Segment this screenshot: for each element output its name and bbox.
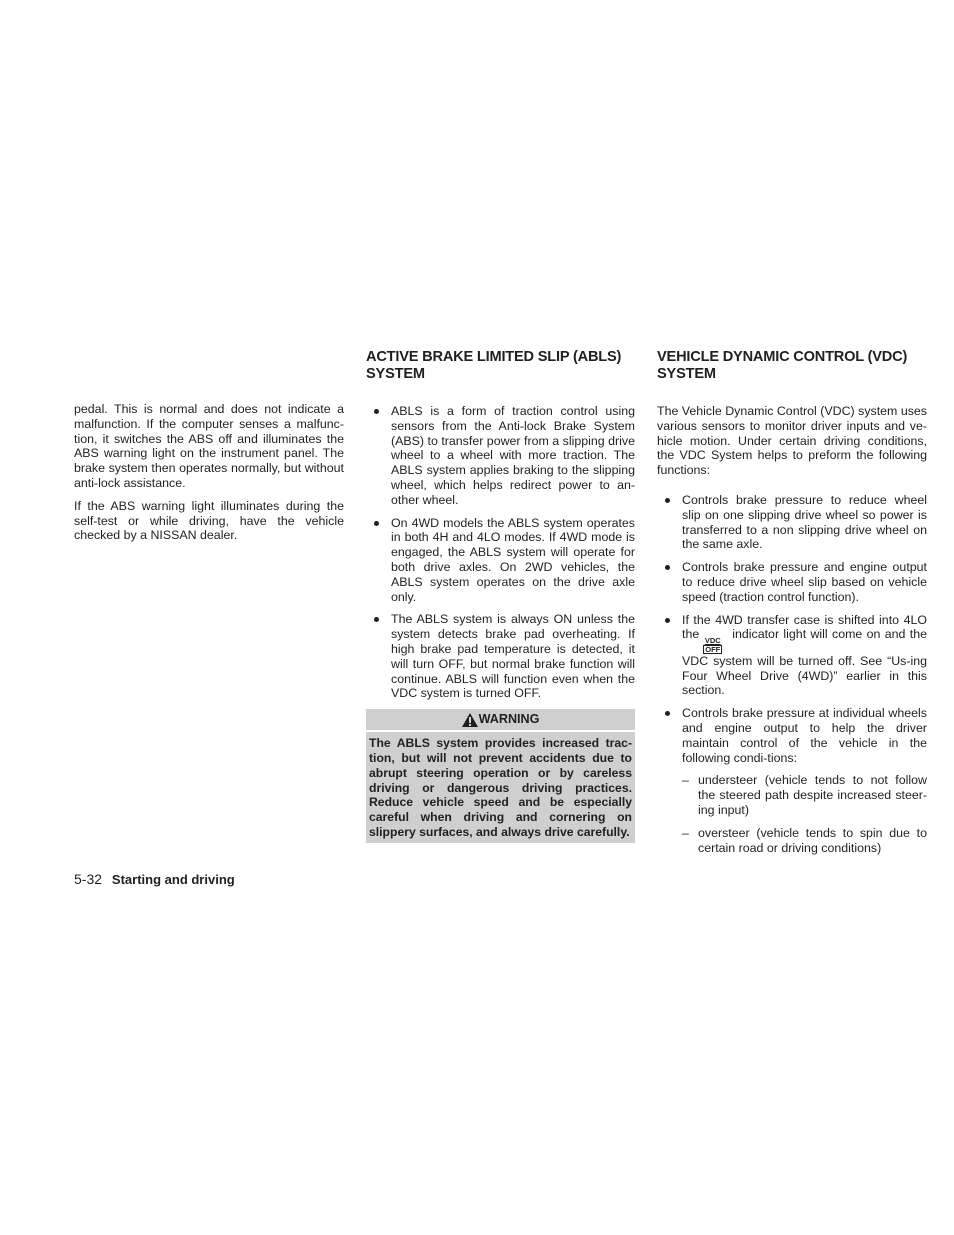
abls-bullet-list: [366, 404, 635, 701]
list-item: Controls brake pressure and engine output to reduce drive wheel slip based on vehicle speed (traction control function).: [657, 560, 927, 604]
bullet-icon: [665, 618, 670, 623]
warning-box: [366, 709, 635, 843]
page-number: 5-32: [74, 871, 103, 887]
vdc-off-indicator-icon: VDC OFF: [704, 636, 721, 654]
warning-triangle-icon: [462, 713, 478, 727]
bullet-icon: [374, 409, 379, 414]
list-item: The ABLS system is always ON unless the system detects brake pad overheating. If high brake pad temperature is detected, it will turn OFF, but normal brake function will continue. ABLS will function even when the VDC system is turned OFF.: [366, 612, 635, 701]
list-item: If the 4WD transfer case is shifted into 4LO the VDC OFF indicator light will come on and the VDC system will be turned off. See “Us-ing Four Wheel Drive (4WD)” earlier in this section.: [657, 613, 927, 699]
vdc-section: [657, 349, 927, 863]
list-item: Controls brake pressure to reduce wheel slip on one slipping drive wheel so power is transferred to a non slipping drive wheel on the same axle.: [657, 493, 927, 552]
list-item: Controls brake pressure at individual wheels and engine output to help the driver maintain control of the vehicle in the following condi-tions: – understeer (vehicle tends to not follow the steered path despite increased steer-ing input) – oversteer (vehicle tends to spin due to certain road or driving conditions): [657, 706, 927, 855]
list-item: On 4WD models the ABLS system operates in both 4H and 4LO modes. If 4WD mode is engaged, the ABLS system will operate for both drive axles. On 2WD vehicles, the ABLS system operates on the drive axle only.: [366, 516, 635, 605]
warning-header: [366, 709, 635, 730]
abs-warning-light-paragraph: If the ABS warning light illuminates during the self-test or while driving, have the vehicle checked by a NISSAN dealer.: [74, 498, 344, 543]
abs-malfunction-paragraph: pedal. This is normal and does not indicate a malfunction. If the computer senses a malfunc-tion, it switches the ABS off and illuminates the ABS warning light on the instrument panel. The brake system then operates normally, but without anti-lock assistance.: [74, 402, 344, 490]
abls-section: [366, 349, 635, 843]
bullet-icon: [665, 711, 670, 716]
abls-heading: ACTIVE BRAKE LIMITED SLIP (ABLS) SYSTEM: [366, 349, 622, 382]
warning-text: The ABLS system provides increased trac-tion, but will not prevent accidents due to abrupt steering operation or by careless driving or dangerous driving practices. Reduce vehicle speed and be especially careful when driving and cornering on slippery surfaces, and always drive carefully.: [366, 732, 635, 843]
list-item: – understeer (vehicle tends to not follow the steered path despite increased steer-ing input): [682, 773, 927, 818]
vdc-intro: The Vehicle Dynamic Control (VDC) system uses various sensors to monitor driver inputs and ve-hicle motion. Under certain driving conditions, the VDC System helps to preform the following functions:: [657, 404, 927, 478]
list-item: – oversteer (vehicle tends to spin due to certain road or driving conditions): [682, 825, 927, 855]
bullet-icon: [665, 498, 670, 503]
left-column: [74, 402, 344, 551]
bullet-icon: [374, 521, 379, 526]
page-footer: [74, 871, 235, 887]
dash-icon: –: [682, 773, 689, 788]
bullet-icon: [374, 617, 379, 622]
warning-title: WARNING: [478, 712, 540, 727]
vdc-condition-list: [682, 773, 927, 855]
dash-icon: –: [682, 825, 689, 840]
vdc-bullet-list: [657, 493, 927, 855]
vdc-heading: VEHICLE DYNAMIC CONTROL (VDC) SYSTEM: [657, 349, 908, 382]
section-title: Starting and driving: [111, 872, 235, 887]
bullet-icon: [665, 565, 670, 570]
list-item: ABLS is a form of traction control using sensors from the Anti-lock Brake System (ABS) to transfer power from a slipping drive wheel to a wheel with more traction. The ABLS system applies braking to the slipping wheel, which helps redirect power to an-other wheel.: [366, 404, 635, 508]
